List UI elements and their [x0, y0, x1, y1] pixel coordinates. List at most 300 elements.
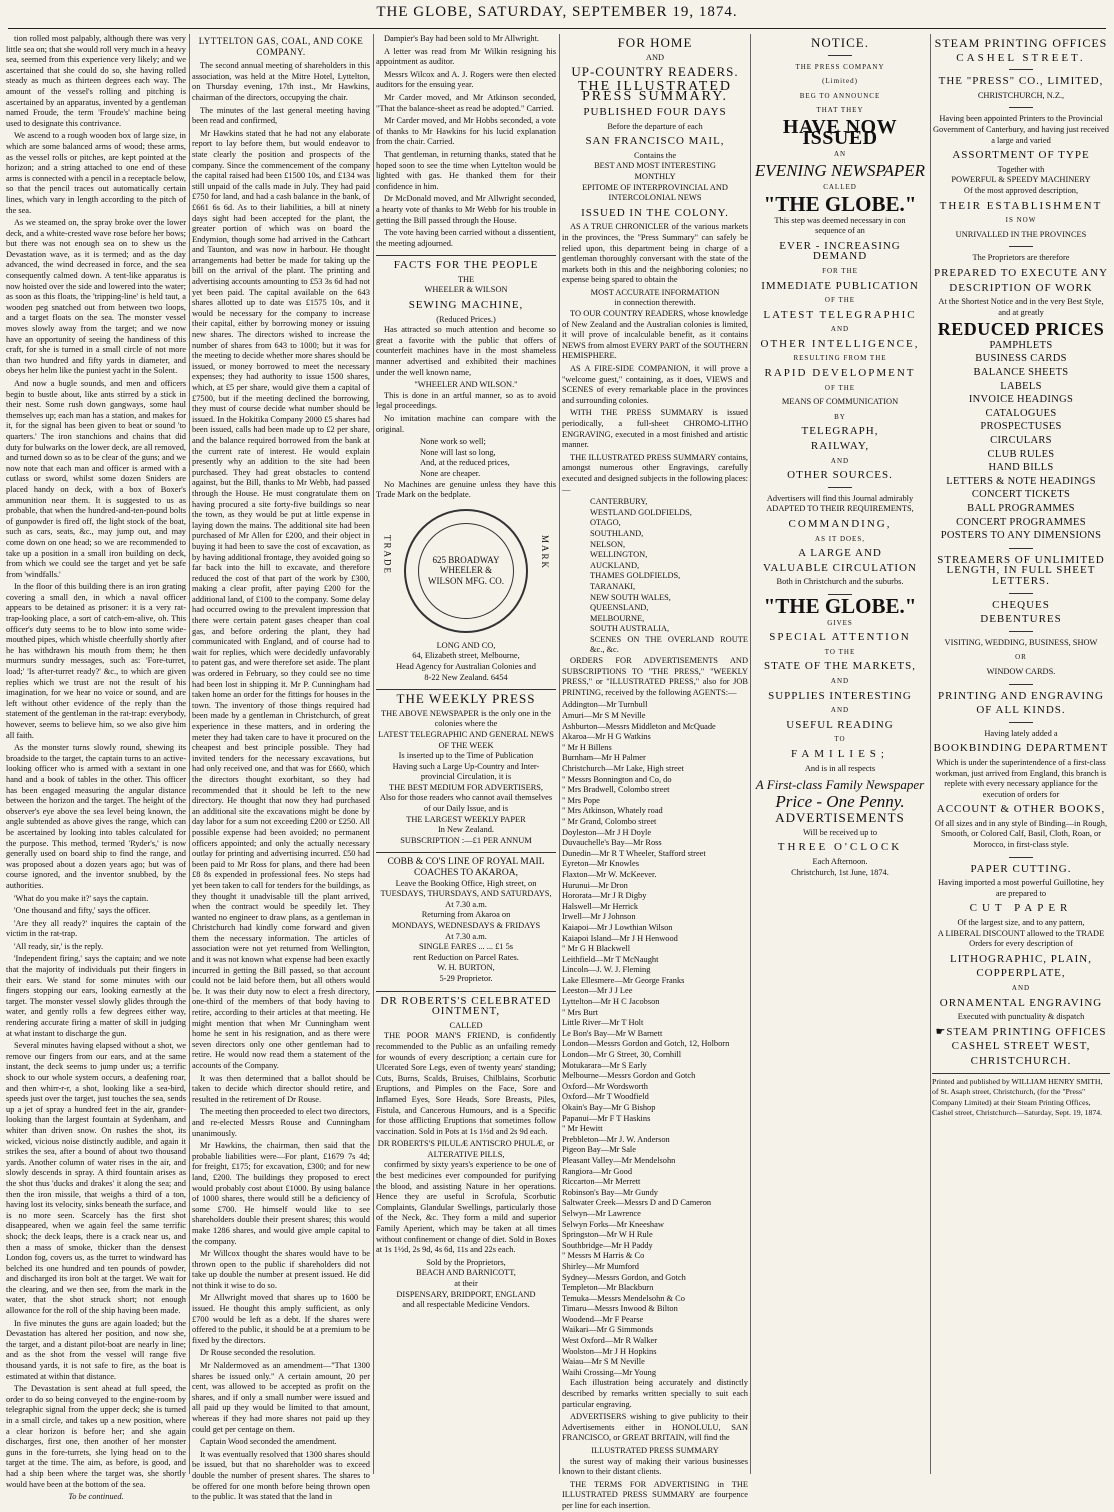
text: CUT PAPER — [969, 902, 1073, 915]
text-line: Lyttelton—Mr H C Jacobson — [562, 997, 660, 1007]
text: USEFUL READING — [786, 718, 894, 731]
text: Together with — [997, 164, 1045, 174]
text: PAPER CUTTING. — [970, 862, 1072, 875]
text: At the Shortest Notice and in the very Best Style, and at greatly — [938, 297, 1104, 317]
text-line: SINGLE FARES ... ... £1 5s — [418, 942, 514, 952]
text: RAILWAY, — [810, 440, 870, 453]
text: WINDOW CARDS. — [986, 666, 1056, 676]
text-line: Papanui—Mr F T Haskins — [562, 1113, 651, 1123]
text-line: TUESDAYS, THURSDAYS, AND SATURDAYS, — [380, 889, 552, 899]
text-line: PROSPECTUSES — [980, 421, 1062, 433]
text-line: Burnham—Mr H Palmer — [562, 753, 646, 763]
text: Each illustration being accurately and distinctly described by remarks written specially to suit each particular engraving. — [562, 1378, 748, 1409]
text: TELEGRAPH, — [801, 425, 879, 438]
text: LONG AND CO, — [436, 640, 496, 650]
text-line: TARANAKI, — [590, 581, 636, 591]
text: This step was deemed necessary in con — [774, 215, 906, 225]
text-line: Christchurch—Mr Lake, High street — [562, 764, 684, 773]
text: ORDERS FOR ADVERTISEMENTS AND SUBSCRIPTIONS TO "THE PRESS," "WEEKLY PRESS," or "ILLUSTRATED PRESS," also for JOB PRINTING, received by the following AGENTS:— — [562, 656, 748, 697]
text: This is done in an artful manner, so as to avoid legal proceedings. — [376, 390, 556, 411]
text-line: The second annual meeting of shareholders in this association, was held at the Mitre Hotel, Lyttelton, on Thursday evening, 17th inst., Mr Hawkins, chairman of the directors, occupying the chair. — [192, 61, 370, 102]
text: No Machines are genuine unless they have this Trade Mark on the bedplate. — [376, 479, 556, 500]
text-line: Having such a Large Up-Country and Inter-provincial Circulation, it is — [392, 761, 540, 782]
text: PRINTING AND ENGRAVING — [937, 689, 1105, 702]
column-rule — [559, 34, 560, 1474]
text: CASHEL STREET. — [956, 51, 1086, 64]
text-line: BALL PROGRAMMES — [967, 503, 1075, 514]
text-line: West Oxford—Mr R Walker — [562, 1336, 658, 1346]
text: AS IT DOES, — [815, 534, 865, 543]
text-line: Returning from Akaroa on — [421, 910, 511, 920]
text: AND — [830, 706, 850, 715]
roberts-title: DR ROBERTS'S CELEBRATED OINTMENT, — [380, 994, 552, 1018]
text-line: Mr Hawkins, the chairman, then said that the probable liabilities were—For plant, £1679 7s 4d; for freight, £175; for excavation, £300; and for new land, £200. The buildings they proposed to erect would probably cost about £1000. By using balance of 1000 shares, there would still be a deficiency of some £700. He himself would like to see shareholders double their present shares; this would make 1286 shares, and would give ample capital to the company. — [192, 1141, 370, 1246]
text-line: OTAGO, — [590, 518, 621, 528]
text-line: That gentleman, in returning thanks, stated that he hoped soon to see the time when Lyttelton would be lighted with gas. He thanked them for their confidence in him. — [376, 149, 556, 191]
text: And is in all respects — [804, 763, 876, 773]
article-heading: LYTTELTON GAS, COAL, AND COKE COMPANY. — [198, 36, 364, 57]
text: VISITING, WEDDING, BUSINESS, SHOW — [944, 637, 1098, 647]
text: Of the largest size, and to any pattern, — [957, 918, 1085, 928]
globe-title: "THE GLOBE." — [763, 191, 917, 216]
text-line: Captain Wood seconded the amendment. — [200, 1437, 337, 1447]
weekly-press-title: THE WEEKLY PRESS — [396, 691, 536, 707]
text-line: " Mr Hewitt — [562, 1124, 603, 1134]
article-column-gas-company — [192, 34, 370, 1502]
text: Having imported a most powerful Guillotine, hey are prepared to — [938, 878, 1104, 898]
text-line: CONCERT PROGRAMMES — [956, 516, 1086, 528]
text: LITHOGRAPHIC, PLAIN, — [950, 952, 1092, 965]
text: TO OUR COUNTRY READERS, whose knowledge of New Zealand and the Australian colonies is limited, it will prove of incalculable benefit, as it contains NEWS from almost EVERY PART of the SOUTHERN HEMISPHERE. — [562, 309, 748, 361]
text: OR — [1015, 653, 1027, 662]
text-line: Shirley—Mr Mumford — [562, 1261, 639, 1271]
text: THE TERMS FOR ADVERTISING in THE ILLUSTRATED PRESS SUMMARY are fourpence per line for each insertion. — [562, 1479, 748, 1510]
text-line: CONCERT TICKETS — [971, 489, 1071, 501]
text: PUBLISHED FOUR DAYS — [583, 105, 727, 118]
text: ISSUED IN THE COLONY. — [581, 206, 729, 219]
text: DESCRIPTION OF WORK — [949, 281, 1093, 294]
upcountry-heading: UP-COUNTRY READERS. — [571, 64, 739, 80]
text-line: It was then determined that a ballot should be taken to decide which director should retire, and resulted in the retirement of Dr Rouse. — [192, 1073, 370, 1104]
text-line: At 7.30 a.m. — [445, 899, 487, 909]
globe-title-2: "THE GLOBE." — [763, 593, 917, 618]
text: CHEQUES — [992, 598, 1050, 611]
for-home-heading: FOR HOME — [617, 35, 693, 50]
text: (Reduced Prices.) — [436, 314, 496, 324]
text-line: 'One thousand and fifty,' says the officer. — [14, 906, 151, 916]
text-line: tion rolled most palpably, although there was very little sea on; that she would roll very much in a heavy sea, seemed from this experience very likely; and we ascertained that she could do so, she having rolled steady as much as thirteen degrees each way. The amount of the vessel's rolling and pitching is ascertained by an apparatus, invented by a gentleman named Froude, the term 'Froude's' machine being used to designate this contrivance. — [6, 34, 186, 128]
reduced-prices: REDUCED PRICES — [937, 319, 1105, 340]
text-line: Mr Hawkins stated that he had not any elaborate report to lay before them, but would endeavor to state clearly the position and prospects of the company. Since the commencement of the company the capital raised had been £1500 10s, and £134 was still unpaid of the calls made in July. They had paid £750 for land, and had a cash balance in the bank, of £661 6s 6d. As to their liabilities, a bill at ninety days sight had been accepted for the plant, the greater portion of which was on board the Endymion, though some had arrived in the Cathcart and Taunton, and was now in harbour. He thought arrangements had better be made for taking up the bill on the arrival of the plant. The printing and advertising accounts amounting to £53 3s 6d had not yet been paid. The capital available on the 643 shares allotted up to date was £1575 10s, and it would be necessary for the company to increase their capital, either by borrowing money or issuing new shares. The directors wished to increase the number of shares from 643 to 1000; but it was for the meeting to decide whether more shares should be issued, or money borrowed to meet the necessary expenses; they had authority to issue 1500 shares, which, at £5 per share, would give them a capital of £7500, but if the meeting declined the borrowing, they must of course decide what number should be issued. In the Hokitika Company 2000 £5 shares had been issued, calls had been made up to £2 per share, and the balance required borrowed from the bank at the current rate of interest. He would explain presently why an addition to the site had been purchased. They had great obstacles to contend against, but the Bill, thanks to Mr Webb, had passed through the House. He must congratulate them on having procured a site forty-five buildings so near the town, as they would be put at little expense in laying down the mains. The additional site had been purchased of Mr Allen for £200, and their object in buying it had been to save the cost of excavation, as by having additional frontage, they avoided going so far back into the hill to excavate, and therefore reduced the cost of that part of the work by £300, making a clear profit, after paying £200 for the additional land, of £100 to the company. Some delay had occurred owing to the prevalent impression that there were certain patent gases cheaper than coal gas, and before ordering the plant, they had communicated with England, and of course had to wait for replies, which were decidedly unfavorably to patent gas, and were therefore set aside. The plant was ordered in February, so they could see no time had been lost in shipping it. Mr P. Cunningham had taken home an order for the fittings for houses in the town. The inventory of those things required had been made by a gentleman in Christchurch, of great experience in these matters, and in ordering the meter they had taken care to have it procured on the cheapest and best principle possible. They had invited tenders for the necessary excavations, but had only received one, and that was for £660, which the directors thought exorbitant, so they had recommended that it should be left to the new directory. He thought that now they had purchased an additional site the excavations might be done by day labor for a sum not exceeding £200 or £250. All possible expense had been avoided; no permanent officers appointed; and only the actually necessary outlay for printing and advertising incurred. £50 had been paid to Mr Ross for plans, and there had been £8 8s expended in professional fees. No steps had yet been taken to call for tenders for the buildings, as they thought it unadvisable till the plant arrived, when the contract would be speedily let. They wanted no engineer to draw plans, as a gentleman in Christchurch had kindly come forward and given them the necessary information. The articles of association were not yet returned from Wellington, and it was not known what expense had been exactly incurred in getting the Bill passed, so that account could not be laid before them, but all others would be. It was their duty now to elect a fresh directory, one-third of the members of that body having to retire, according to their articles at that meeting. He might mention that when Mr Cunningham went home he sent in his resignation, and as there were seven directors only one other gentleman had to retire. He would now read them a statement of the accounts of the Company. — [192, 128, 370, 1070]
text: Contains the — [633, 150, 677, 160]
text-line: Akaroa—Mr H G Watkins — [562, 732, 651, 742]
text-line: THE ABOVE NEWSPAPER is the only one in the colonies where the — [381, 708, 551, 729]
text: Of all sizes and in any style of Binding—in Rough, Smooth, or Colored Calf, Basil, Cloth, Roan, or Morocco, in first-class style. — [934, 818, 1108, 850]
text-line: LABELS — [1000, 380, 1042, 392]
text: BEACH AND BARNICOTT, — [416, 1268, 516, 1278]
steam-printing-heading: STEAM PRINTING OFFICES — [934, 36, 1108, 50]
text-line: Is inserted up to the Time of Publication — [398, 751, 534, 761]
text: BEG TO ANNOUNCE — [799, 91, 881, 100]
text-line: 'Independent firing,' says the captain; and we note that the majority of individuals put their fingers in their ears. We stand for some minutes with our fingers stopping our ears, looking earnestly at the target. The monster vessel slowly glides through the water, and gently rolls a few degrees either way, rendering accurate firing a matter of skill in judging at what instant to discharge the gun. — [6, 954, 186, 1038]
text: Has attracted so much attention and become so great a favorite with the public that offers of counterfeit machines have in the most shameless manner advertised and exhibited their machines under the well known name, — [376, 325, 556, 377]
pilulae-title: DR ROBERTS'S PILULÆ ANTISCRO PHULÆ, or ALTERATIVE PILLS, — [377, 1139, 555, 1159]
text: FAMILIES; — [791, 747, 889, 760]
text-line: The meeting then proceeded to elect two directors, and re-elected Messrs Rouse and Cunningham unanimously. — [192, 1107, 370, 1138]
text: ☛STEAM PRINTING OFFICES — [935, 1025, 1107, 1038]
text-line: Selwyn—Mr Lawrence — [562, 1208, 641, 1218]
text-line: LETTERS & NOTE HEADINGS — [946, 475, 1096, 487]
text-line: Le Bon's Bay—Mr W Barnett — [562, 1028, 663, 1038]
text-line: Hurunui—Mr Dron — [562, 880, 628, 890]
text: ASSORTMENT OF TYPE — [952, 149, 1090, 162]
text: LATEST TELEGRAPHIC — [763, 308, 917, 321]
text-line: Springston—Mr W H Rule — [562, 1230, 653, 1240]
text: EPITOME OF INTERPROVINCIAL AND INTERCOLONIAL NEWS — [582, 182, 728, 203]
text: CHRISTCHURCH, N.Z., — [977, 90, 1065, 100]
sewing-machine: SEWING MACHINE, — [408, 299, 524, 312]
text: OF THE — [824, 383, 856, 392]
text: AND — [830, 325, 850, 334]
text-line: Several minutes having elapsed without a shot, we remove our fingers from our ears, and at the same instant, the deck seems to jump under us; a terrific shock to our whole system occurs, a deafening roar, and then whirr-r-r, a shot, looking like a sea-bird, speeds just over the target, just touches the sea, sends up a jet of spray a hundred feet in the air, grander-looking than the largest fountain at Sydenham, and whiter than driven snow. On rushes the shot, its wicked, vicious noise distinctly audible, and again it strikes the sea, after a bound of about two thousand yards. Another column of water rises in the air, and slowly descends in spray. A third fountain arises as the shot thus 'ducks and drakes' it along the sea; and then the iron missile, that weighs a third of a ton, having lost its velocity, sinks beneath the surface, and is no more seen. Scarcely has the first shot disappeared, when we again feel the same terrific shock; the deck leaps, there is a crack near us, and then a mass of smoke, thicker than the densest London fog, covers us, as the turret to windward has belched its one hundred and ten pounds of powder, and discharged its iron bolt at the target. We wait for the clearing, and we then see, from the mark in the water, that the shot struck short; not enough allowance for the roll of the ship having been made. — [6, 1041, 186, 1316]
text: AND — [1011, 984, 1031, 992]
text-line: Dunedin—Mr R T Wheeler, Stafford street — [562, 848, 706, 858]
text-line: PAMPHLETS — [989, 339, 1053, 351]
text-line: A letter was read from Mr Wilkin resigning his appointment as auditor. — [376, 46, 556, 67]
text: AND — [645, 52, 665, 62]
text-line: 5-29 Proprietor. — [439, 973, 493, 983]
text-line: Southbridge—Mr H Paddy — [562, 1240, 653, 1250]
text: STATE OF THE MARKETS, — [764, 660, 916, 673]
text: AND — [830, 676, 850, 685]
text-line: " Mrs Pope — [562, 795, 600, 805]
text-line: MELBOURNE, — [590, 613, 645, 623]
text-line: BUSINESS CARDS — [975, 353, 1067, 365]
text: SPECIAL ATTENTION — [769, 631, 911, 644]
have-now-issued: HAVE NOW ISSUED — [782, 115, 898, 149]
text: UNRIVALLED IN THE PROVINCES — [955, 229, 1087, 239]
text: ADAPTED TO THEIR REQUIREMENTS, — [766, 504, 914, 514]
text: RESULTING FROM THE — [793, 354, 887, 363]
text-line: Duvauchelle's Bay—Mr Ross — [562, 838, 662, 848]
text-line: Amuri—Mr S M Neville — [562, 711, 646, 721]
text-line: Leithfield—Mr T McNaught — [562, 954, 659, 964]
text: OTHER SOURCES. — [787, 469, 893, 482]
text-line: And, at the reduced prices, — [420, 458, 510, 468]
text-line: " Mrs Bradwell, Colombo street — [562, 785, 670, 795]
text-line: Waihi Crossing—Mr Young — [562, 1367, 657, 1377]
text: AS A TRUE CHRONICLER of the various markets in the provinces, the "Press Summary" can safely be relied upon, this department being in charge of a gentleman thoroughly conversant with the state of the markets both in this and the neighboring colonies; no expense being spared to obtain the — [562, 222, 748, 285]
text: No imitation machine can compare with the original. — [376, 414, 556, 434]
text-line: Pigeon Bay—Mr Sale — [562, 1145, 636, 1155]
text-line: Oxford—Mr Wordsworth — [562, 1081, 648, 1091]
text: Sold by the Proprietors, — [426, 1257, 506, 1267]
text: ORNAMENTAL ENGRAVING — [939, 996, 1103, 1009]
text: COPPERPLATE, — [976, 967, 1066, 980]
text: Advertisers will find this Journal admirably — [766, 493, 914, 503]
text: 8-22 New Zealand. 6454 — [424, 672, 508, 682]
column-rule — [930, 34, 931, 1474]
text: THE ILLUSTRATED PRESS SUMMARY contains, amongst numerous other Engravings, carefully executed and designed subjects in the following places:— — [562, 452, 748, 494]
text: ADVERTISERS wishing to give publicity to their Advertisements either in HONOLULU, SAN FRANCISCO, or GREAT BRITAIN, will find the — [562, 1412, 748, 1443]
text-line: We ascend to a rough wooden box of large size, in which are some balanced arms of wood; these arms, as the vessel rolls or pitches, are kept pointed at the horizon; and a string attached to one end of these arms is connected with a pencil in a receptacle below, so that the pencil traces out automatically certain lines, which vary in length according to the pitch of the sea. — [6, 131, 186, 215]
text-line: Leeston—Mr J J Lee — [562, 986, 633, 996]
masthead-rule — [8, 28, 1106, 29]
text-line: " Mr H Billens — [562, 742, 612, 752]
text-line: None work so well; — [420, 437, 486, 447]
text: ILLUSTRATED PRESS SUMMARY — [591, 1446, 719, 1455]
text: WITH THE PRESS SUMMARY is issued periodically, a full-sheet CHROMO-LITHO ENGRAVING, executed in a most finished and artistic manner. — [562, 408, 748, 450]
text-line: At 7.30 a.m. — [445, 931, 487, 941]
imprint: Printed and published by WILLIAM HENRY SMITH, of St. Asaph street, Christchurch, (for the "Press" Company Limited) at their Steam Printing Offices, Cashel street, Christchurch—Saturday, Sept. 19, 1874. — [932, 1073, 1110, 1119]
text: COMMANDING, — [788, 518, 892, 530]
text-line: CLUB RULES — [987, 448, 1055, 460]
text: Will be received up to — [802, 827, 878, 837]
text: SAN FRANCISCO MAIL, — [585, 135, 725, 148]
text-line: Ashburton—Messrs Middleton and McQuade — [562, 721, 716, 731]
text: in connection therewith. — [614, 298, 696, 308]
text-line: Dr Rouse seconded the resolution. — [200, 1348, 316, 1358]
text-line: None are cheaper. — [420, 468, 481, 478]
text-line: rent Reduction on Parcel Rates. — [413, 952, 519, 962]
text-line: Lake Ellesmere—Mr George Franks — [562, 975, 685, 985]
text-line: None will last so long, — [420, 447, 496, 457]
text: Of the most approved description, — [963, 185, 1079, 195]
text-line: London—Mr G Street, 30, Cornhill — [562, 1050, 682, 1060]
text: The Proprietors are therefore — [972, 253, 1070, 263]
text: Having been appointed Printers to the Provincial Government of Canterbury, and having just received a large and varied — [933, 114, 1109, 145]
text-line: 'Are they all ready?' inquires the captain of the victim in the rat-trap. — [6, 918, 186, 939]
text-line: Messrs Wilcox and A. J. Rogers were then elected auditors for the ensuing year. — [376, 69, 556, 90]
text: Having lately added a — [984, 728, 1058, 738]
text: BY — [834, 412, 846, 421]
cobb-title: COBB & CO'S LINE OF ROYAL MAIL COACHES TO AKAROA, — [387, 857, 545, 879]
text-line: THAMES GOLDFIELDS, — [590, 571, 681, 581]
text-line: 'All ready, sir,' is the reply. — [14, 941, 104, 951]
text: THEIR ESTABLISHMENT — [939, 199, 1103, 212]
price-one-penny: Price - One Penny. — [775, 791, 905, 811]
text: MEANS OF COMMUNICATION — [781, 397, 899, 407]
text: Orders for every description of — [969, 939, 1073, 949]
text: SUPPLIES INTERESTING — [768, 689, 912, 702]
text-line: Melbourne—Messrs Gordon and Gotch — [562, 1071, 696, 1081]
text-line: Selwyn Forks—Mr Kneeshaw — [562, 1219, 664, 1229]
text-line: WELLINGTON, — [590, 550, 648, 560]
text-line: BALANCE SHEETS — [973, 367, 1069, 379]
text-line: W. H. BURTON, — [437, 963, 495, 973]
text-line: " Mr Grand, Colombo street — [562, 816, 657, 826]
text: BOOKBINDING DEPARTMENT — [933, 742, 1109, 755]
text-line: Mr Carder moved, and Mr Hobbs seconded, a vote of thanks to Mr Hawkins for his lucid explanation from the chair. Carried. — [376, 116, 556, 147]
text-line: Prebbleton—Mr J. W. Anderson — [562, 1134, 670, 1144]
text-line: The Devastation is sent ahead at full speed, the order to do so being conveyed to the engine-room by telegraphic signal from the upper deck; she is turned in a small circle, and takes up a new position, where a clear horizon is before her; and she again discharges, first one, then another of her monster guns in the fore-turrets, she lying head on to the target at the time. The aim, as before, is good, and had a ship been where the target was, she shortly would have been at the bottom of the sea. — [6, 1384, 186, 1489]
text-line: Kaiapoi Island—Mr J H Henwood — [562, 933, 678, 943]
text-line: Hororata—Mr J R Digby — [562, 891, 647, 901]
text-line: LATEST TELEGRAPHIC AND GENERAL NEWS OF THE WEEK — [378, 729, 554, 750]
text-line: Waiau—Mr S M Neville — [562, 1357, 645, 1367]
text-line: Woodend—Mr F Pearse — [562, 1314, 644, 1324]
text-line: London—Messrs Gordon and Gotch, 12, Holborn — [562, 1039, 730, 1049]
text-line: Waikari—Mr G Simmonds — [562, 1325, 653, 1335]
text-line: It was eventually resolved that 1300 shares should be issued, but that no shareholder was to exceed double the number of present shares. The shares to be offered for one month before being thrown open to the public. It was stated that the land in — [192, 1449, 370, 1502]
trademark-seal-icon — [404, 509, 528, 633]
text-line: CATALOGUES — [985, 407, 1057, 419]
text: STREAMERS OF UNLIMITED LENGTH, IN FULL SHEET LETTERS. — [937, 553, 1105, 587]
text: TO THE — [824, 647, 856, 656]
text-line: POSTERS TO ANY DIMENSIONS — [940, 530, 1102, 542]
notice-heading: NOTICE. — [811, 35, 869, 50]
press-summary-column — [562, 34, 748, 1510]
text-line: SCENES ON THE OVERLAND ROUTE &c., &c. — [590, 634, 748, 655]
text: CASHEL STREET WEST, — [951, 1040, 1091, 1053]
text: IMMEDIATE PUBLICATION — [761, 279, 919, 292]
text-line: INVOICE HEADINGS — [968, 394, 1074, 406]
text: confirmed by sixty years's experience to be one of the best medicines ever compounded for purifying the blood, and assisting Nature in her operations. Hence they are useful in Scrofula, Scorbutic Complaints, Glandular Swellings, particularly those of the Neck, &c. They form a mild and superior Family Aperient, which may be taken at all times without confinement or change of diet. Sold in Boxes at 1s 1½d, 2s 9d, 4s 6d, 11s and 22s each. — [376, 1160, 556, 1255]
text-line: THE BEST MEDIUM FOR ADVERTISERS, — [388, 782, 544, 792]
text: GIVES — [827, 618, 853, 627]
text: MOST ACCURATE INFORMATION — [590, 287, 720, 297]
text-line: Riccarton—Mr Merrett — [562, 1177, 641, 1187]
text-line: Oxford—Mr T Woodfield — [562, 1092, 649, 1102]
advertisements-heading: ADVERTISEMENTS — [775, 810, 905, 826]
text-line: In the floor of this building there is an iron grating covering a small den, in which a naval officer appears to be detained as prisoner: it is a very rat-trap-looking place, a sort of catch-em-alive, oh. This officer's duty seems to be to blow into some wide-mouthed pipes, which whistle cheerfully shortly after he has withdrawn his mouth from them; he then murmurs sundry messages, such as: 'Fore-turret, load;' 'Is after-turret ready?' &c., to which are given replies which we trust are not the result of his imagination, for we hear no voice or sound, and are left without other evidence of the reply than the statement of the gentleman in the rat-trap: everybody, however, seems to believe him, so we also give him all faith. — [6, 582, 186, 740]
text: Head Agency for Australian Colonies and — [396, 661, 536, 671]
mark-label: MARK — [540, 534, 550, 570]
text: THE — [457, 274, 475, 284]
text: POWERFUL & SPEEDY MACHINERY — [951, 175, 1091, 185]
text-line: Also for those readers who cannot avail themselves of our Daily Issue, and is — [379, 793, 553, 814]
text-line: Rangiora—Mr Good — [562, 1166, 633, 1176]
text: THE "PRESS" CO., LIMITED, — [938, 75, 1104, 88]
text: MONTHLY — [634, 171, 676, 181]
seal-text: 625 BROADWAY WHEELER & WILSON MFG. CO. — [427, 554, 504, 587]
column-rule — [373, 34, 374, 1474]
text-line: Templeton—Mr Blackburn — [562, 1283, 654, 1293]
column-rule — [750, 34, 751, 1474]
text-line: SOUTHLAND, — [590, 528, 644, 538]
text: Each Afternoon. — [812, 857, 868, 867]
text-line: MONDAYS, WEDNESDAYS & FRIDAYS — [391, 921, 541, 930]
text-line: AUCKLAND, — [590, 560, 640, 570]
text: THE PRESS COMPANY — [795, 62, 885, 71]
to-be-continued: To be continued. — [68, 1492, 124, 1502]
text: (Limited) — [822, 77, 858, 86]
wheeler-name: WHEELER & WILSON — [424, 285, 508, 295]
text: "WHEELER AND WILSON." — [414, 380, 518, 390]
text-line: Mr Allwright moved that shares up to 1600 be issued. He thought this amply sufficient, as only £700 would be left as a debt. If the shares were offered to the public, it should be at a premium to be fixed by the directors. — [192, 1293, 370, 1345]
text-line: Mr Willcox thought the shares would have to be thrown open to the public if shareholders did not take up double the number at present issued. He did not think it wise to do so. — [192, 1249, 370, 1290]
text: ACCOUNT & OTHER BOOKS, — [936, 803, 1106, 816]
text-line: " Messrs Bonnington and Co, do — [562, 774, 672, 784]
text: at their — [454, 1279, 478, 1288]
text: AND — [830, 456, 850, 465]
text-line: NELSON, — [590, 539, 626, 549]
text-line: Leave the Booking Office, High street, on — [395, 878, 537, 888]
text-line: Mr Naldermoved as an amendment—"That 1300 shares be issued only." A certain amount, 20 per cent, was allowed to be accepted as profit on the shares, and if only a small number were issued and all paid up they would be limited to that amount, whereas if they had more shares not paid up they could get per centage on them. — [192, 1361, 370, 1434]
text: AN — [833, 150, 847, 159]
text-line: Motukarara—Mr S Early — [562, 1060, 647, 1070]
text: OF THE — [824, 296, 856, 305]
wheeler-title: FACTS FOR THE PEOPLE — [393, 259, 539, 272]
globe-notice-column — [752, 34, 928, 1474]
illustrated-press-summary-title: THE ILLUSTRATED PRESS SUMMARY. — [577, 78, 733, 105]
text-line: In New Zealand. — [437, 825, 495, 835]
text-line: And now a bugle sounds, and men and officers begin to bustle about, like ants stirred by a stick in their nest. Some rush down gangways, some haul themselves up; each man has a station, and makes for it, for the signal has been given to beat or sound 'to quarters.' The iron stanchions and chains that did duty for bulwarks on the lower deck, are all removed, and turned down so as to be clear of the guns; and we now note that each man and officer is armed with a cutlass or sword, whilst some dozen Sniders are placed handy on deck, with a box of Boxer's ammunition near them. It is suggested to us as probable, that when the hundred-and-ten-pound bolts of gunpowder is fired off, the light stock of the boat, such as cars, seats, &c., may jump out, and may come down on one head; so we are recommended to take up a position in a small iron building on deck, from which we could see the target and yet be safe from 'windfalls.' — [6, 379, 186, 579]
text: BEST AND MOST INTERESTING — [594, 161, 716, 171]
text-line: Sydney—Messrs Gordon, and Gotch — [562, 1272, 686, 1282]
text: sequence of an — [815, 226, 865, 236]
text: CALLED — [449, 1020, 483, 1030]
text: OTHER INTELLIGENCE, — [760, 337, 920, 350]
text: and all respectable Medicine Vendors. — [402, 1300, 530, 1310]
text-line: SUBSCRIPTION :—£1 PER ANNUM — [400, 835, 532, 845]
text-line: As we steamed on, the spray broke over the lower deck, and a white-crested wave rose before her bows; but there was not enough sea on to shew us the Devastation wave, as it is termed; and as the day advanced, the wind decreased in force, and the sea consequently calmed down. A tent-like apparatus is now hoisted over the side and lowered into the water; as soon as this floats, the 'tripping-line' is held taut, a wooden peg snatched out from between two loops, and a target floats on the sea. The monster vessel moves slowly away from the target; and we now have an opportunity of seeing the handiness of this craft, for she is turned in a small circle of not more than two hundred and fifty yards in diameter, and obeys her helm like the puniest yacht in the Solent. — [6, 218, 186, 376]
text: THREE O'CLOCK — [777, 841, 903, 854]
text-line: Dampier's Bay had been sold to Mr Allwright. — [384, 34, 540, 43]
text: the surest way of making their various businesses known to their distant clients. — [562, 1456, 748, 1477]
text: AS A FIRE-SIDE COMPANION, it will prove a "welcome guest," containing, as it does, VIEWS and SCENES of every remarkable place in the provinces and surrounding colonies. — [562, 364, 748, 405]
text-line: Kaiapoi—Mr J Lowthian Wilson — [562, 922, 673, 932]
text-line: Saltwater Creek—Messrs D and D Cameron — [562, 1198, 712, 1208]
text: FOR THE — [822, 266, 858, 275]
text: CALLED — [823, 183, 857, 192]
text: CHRISTCHURCH. — [970, 1054, 1072, 1067]
text: DISPENSARY, BRIDPORT, ENGLAND — [396, 1289, 536, 1299]
text: RAPID DEVELOPMENT — [764, 367, 916, 380]
text: OF ALL KINDS. — [976, 704, 1066, 717]
text-line: Little River—Mr T Holt — [562, 1018, 644, 1028]
text: Which is under the superintendence of a first-class workman, just arrived from England, this branch is replete with every necessary appliance for the execution of orders for — [935, 757, 1107, 799]
text-line: Doyleston—Mr J H Doyle — [562, 827, 652, 837]
text-line: Robinson's Bay—Mr Gundy — [562, 1187, 658, 1197]
advertisement-column-3 — [376, 34, 556, 1474]
text-line: Addington—Mr Turnbull — [562, 700, 648, 710]
text: THE POOR MAN'S FRIEND, is confidently recommended to the Public as an unfailing remedy for wounds of every description; a certain cure for Ulcerated Sore Legs, even of twenty years' standing; Cuts, Burns, Scalds, Bruises, Chilblains, Scorbutic Eruptions, and Pimples on the Face, Sore and Inflamed Eyes, Sore Heads, Sore Breasts, Piles, Fistula, and Cancerous Humours, and is a Specific for those afflicting Eruptions that sometimes follow vaccination. Sold in Pots at 1s 1½d and 2s 9d each. — [376, 1031, 556, 1136]
text-line: CANTERBURY, — [590, 497, 648, 507]
column-rule — [189, 34, 190, 1474]
text: VALUABLE CIRCULATION — [763, 561, 917, 574]
text: Both in Christchurch and the suburbs. — [776, 577, 904, 587]
text-line: SOUTH AUSTRALIA, — [590, 624, 670, 634]
masthead: THE GLOBE, SATURDAY, SEPTEMBER 19, 1874. — [376, 4, 738, 20]
text-line: Pleasant Valley—Mr Mendelsohn — [562, 1155, 676, 1165]
text: IS NOW — [1005, 216, 1037, 225]
text-line: Okain's Bay—Mr G Bishop — [562, 1103, 656, 1112]
text-line: " Mrs Atkinson, Whately road — [562, 806, 663, 816]
printing-offices-column — [932, 34, 1110, 1474]
trade-label: TRADE — [382, 534, 393, 575]
text: Before the departure of each — [607, 121, 703, 131]
text: PREPARED TO EXECUTE ANY — [933, 266, 1109, 279]
text: TO — [834, 735, 846, 744]
text: Christchurch, 1st June, 1874. — [791, 867, 889, 877]
text-line: Woolston—Mr J H Hopkins — [562, 1346, 657, 1356]
text: A LARGE AND — [798, 547, 882, 560]
text-line: CIRCULARS — [990, 435, 1052, 447]
text-line: Flaxton—Mr W. McKeever. — [562, 869, 657, 879]
text-line: Timaru—Messrs Inwood & Bilton — [562, 1304, 678, 1314]
text-line: Eyreton—Mr Knowles — [562, 859, 639, 869]
text-line: The vote having been carried without a dissentient, the meeting adjourned. — [376, 228, 556, 248]
text-line: QUEENSLAND, — [590, 603, 649, 613]
text: DEBENTURES — [980, 613, 1062, 626]
text-line: The minutes of the last general meeting having been read and confirmed, — [192, 105, 370, 126]
text: A LIBERAL DISCOUNT allowed to the TRADE — [937, 928, 1105, 938]
text-line: As the monster turns slowly round, shewing its broadside to the target, the captain turns to an active-looking officer who is armed with a sextant in one hand and a book of tables in the other. This officer has been engaged measuring the angular distance between the horizon and the target. The height of the observer's eye above the sea level being known, the angle subtended as above gives the range, which can be ascertained by looking into tables calculated for the purpose. This method, termed 'Ryder's,' is now generally used on board ship to find the range, and was proposed about a dozen years ago; but was of course ignored, and the inventor snubbed, by the authorities. — [6, 743, 186, 890]
text-line: WESTLAND GOLDFIELDS, — [590, 507, 692, 517]
text-line: " Messrs M Harris & Co — [562, 1251, 645, 1261]
text: THAT THEY — [816, 106, 864, 115]
